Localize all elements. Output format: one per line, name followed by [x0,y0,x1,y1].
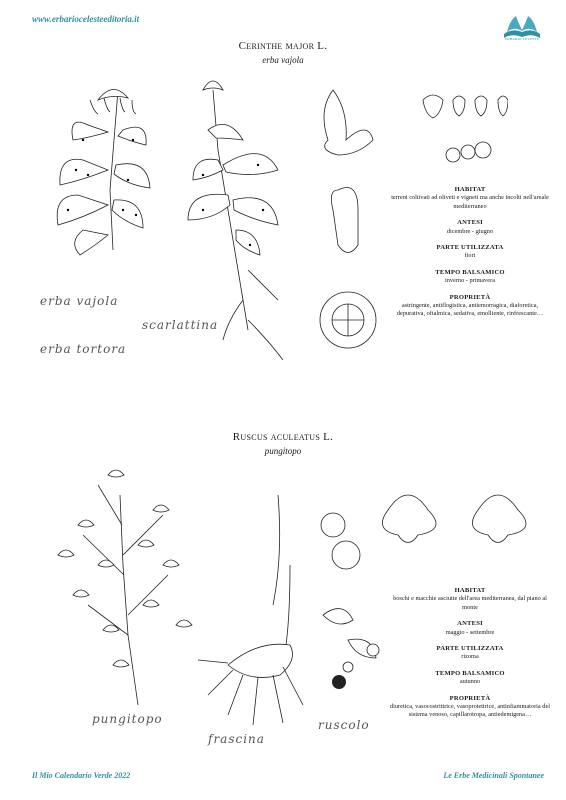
ruscus-rhizome-drawing [198,495,303,725]
cerinthe-seeds-drawing [423,95,508,162]
tempo-balsamico-text: inverno - primavera [444,277,495,285]
tempo-balsamico-text: autunno [459,678,481,686]
plant2-common-name: pungitopo [264,446,302,456]
plant1-info [390,186,550,327]
plant2-title: Ruscus aculeatus L. [232,431,334,443]
antesi-heading: ANTESI [457,620,483,628]
plant2-info [390,587,550,728]
footer-right: Le Erbe Medicinali Spontanee [443,771,544,780]
proprieta-heading: PROPRIETÀ [449,293,491,301]
tempo-balsamico-heading: TEMPO BALSAMICO [435,268,505,276]
antesi-heading: ANTESI [457,219,483,227]
cerinthe-flower-details-drawing [320,90,376,348]
plant1-handwritten-name-3: erba tortora [40,342,127,356]
plant2-handwritten-name-3: ruscolo [318,718,370,732]
parte-utilizzata-heading: PARTE UTILIZZATA [436,645,504,653]
tempo-balsamico-heading: TEMPO BALSAMICO [435,669,505,677]
proprieta-text: astringente, antiflogistica, antiemorragica, diaforetica, depurativa, oftalmica, sedativa, emolliente, rinfrescante… [396,302,544,318]
plant2-handwritten-name-1: pungitopo [92,712,163,726]
cerinthe-branch-drawing [57,89,150,255]
parte-utilizzata-heading: PARTE UTILIZZATA [436,244,504,252]
ruscus-branch-drawing [58,470,192,705]
habitat-heading: HABITAT [454,587,486,594]
plant1-title: Cerinthe major L. [238,40,328,52]
plant1-common-name: erba vajola [262,55,304,65]
parte-utilizzata-text: rizoma [461,653,479,661]
habitat-text: terreni coltivati ad oliveti e vigneti ma anche incolti nell'areale mediterraneo [391,194,549,210]
plant2-handwritten-name-2: frascina [208,732,265,746]
website-url[interactable]: www.erbariocelesteeditoria.it [32,14,140,24]
antesi-text: maggio - settembre [445,628,495,636]
habitat-heading: HABITAT [454,186,486,193]
habitat-text: boschi e macchie asciutte dell'area mediterranea, dal piano al monte [393,595,547,611]
parte-utilizzata-text: fiori [464,252,476,260]
antesi-text: dicembre - giugno [446,227,494,235]
proprieta-heading: PROPRIETÀ [449,694,491,702]
logo-text: ERBARIO CELESTE [504,37,540,41]
footer-left: Il Mio Calendario Verde 2022 [32,771,131,780]
plant1-handwritten-name-1: erba vajola [40,294,119,308]
plant1-handwritten-name-2: scarlattina [142,318,219,332]
proprieta-text: diuretica, vasocostrittrice, vasoprotettrice, antinfiammatoria del sistema venoso, capillarotropa, antiedemigena… [390,703,550,719]
